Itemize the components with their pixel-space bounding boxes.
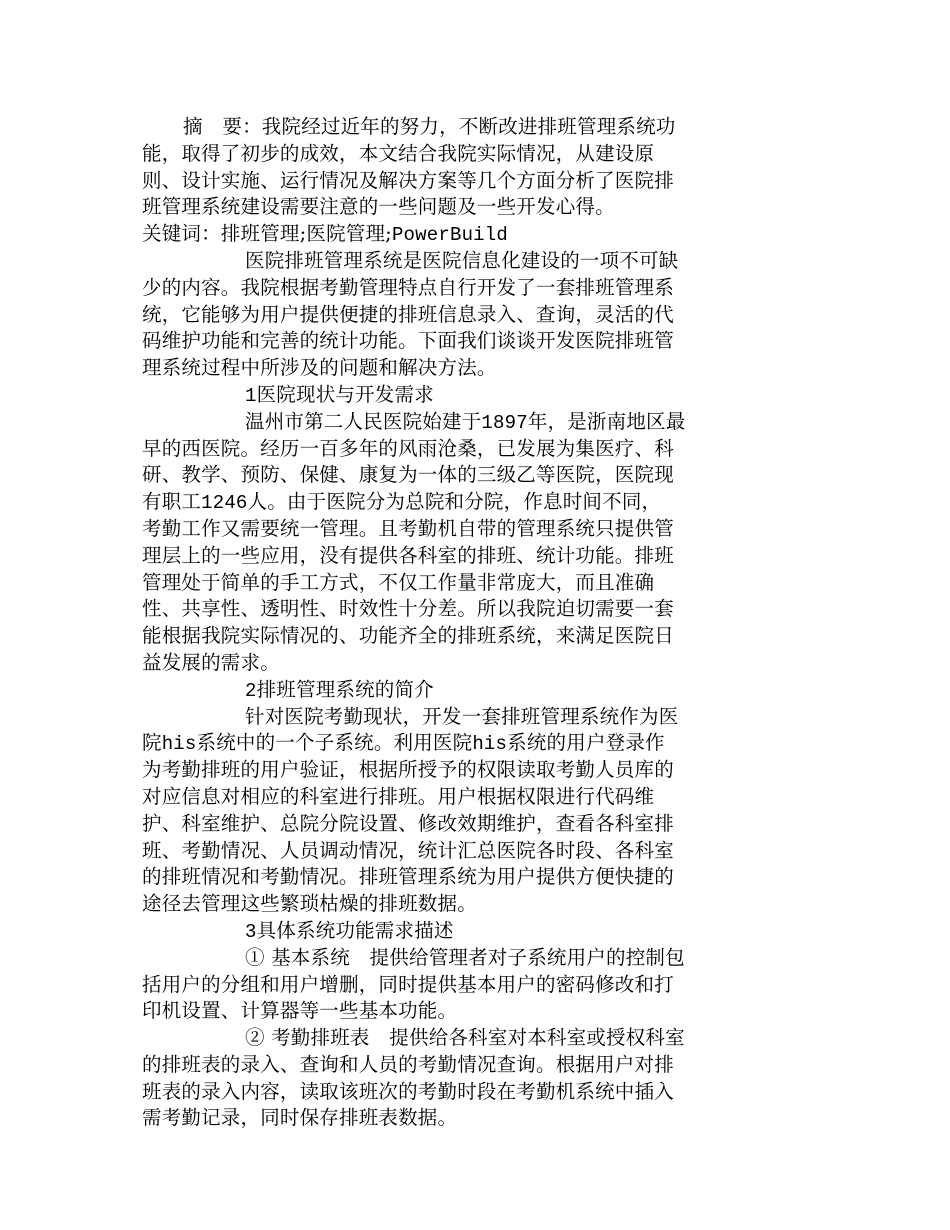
paragraph-line: 考勤工作又需要统一管理。且考勤机自带的管理系统只提供管 (142, 516, 674, 540)
abstract-line: 则、设计实施、运行情况及解决方案等几个方面分析了医院排 (142, 168, 674, 192)
item-marker: ② (245, 1026, 265, 1050)
keywords (142, 221, 742, 248)
section-number: 3 (245, 920, 257, 943)
section-3-item-2 (142, 1025, 742, 1132)
intro-paragraph (142, 248, 742, 382)
paragraph-line: 的排班情况和考勤情况。排班管理系统为用户提供方便快捷的 (142, 865, 674, 889)
paragraph-line: 印机设置、计算器等一些基本功能。 (142, 999, 458, 1023)
paragraph-line: 统，它能够为用户提供便捷的排班信息录入、查询，灵活的代 (142, 302, 674, 326)
abstract-line: 摘 要：我院经过近年的努力，不断改进排班管理系统功 (183, 115, 676, 138)
section-number: 2 (245, 679, 257, 702)
text-run: 年，是浙南地区最 (527, 409, 686, 433)
section-3-item-1 (142, 945, 742, 1025)
number-run: 1897 (481, 411, 528, 434)
text-run: 基本系统 提供给管理者对子系统用户的控制包 (271, 945, 685, 969)
paragraph-line: 班、考勤情况、人员调动情况，统计汇总医院各时段、各科室 (142, 838, 674, 862)
text-run: 院 (142, 731, 162, 755)
item-marker: ① (245, 945, 265, 969)
paragraph-line: 医院排班管理系统是医院信息化建设的一项不可缺 (245, 248, 679, 272)
text-run: 有职工 (142, 490, 202, 514)
section-title: 排班管理系统的简介 (256, 677, 434, 701)
abstract-line: 能，取得了初步的成效，本文结合我院实际情况，从建设原 (142, 141, 655, 165)
paragraph-line (142, 489, 742, 516)
paragraph-line: 对应信息对相应的科室进行排班。用户根据权限进行代码维 (142, 784, 655, 808)
paragraph-line (142, 730, 742, 757)
text-run: 考勤排班表 提供给各科室对本科室或授权科室 (271, 1026, 685, 1050)
paragraph-line (142, 945, 742, 972)
number-run: 1246 (201, 492, 248, 515)
paragraph-line: 能根据我院实际情况的、功能齐全的排班系统，来满足医院日 (142, 624, 674, 648)
keywords-label: 关键词：排班管理;医院管理; (142, 222, 392, 246)
paragraph-line: 括用户的分组和用户增删，同时提供基本用户的密码修改和打 (142, 972, 674, 996)
section-heading (142, 382, 742, 409)
section-heading (142, 918, 742, 945)
section-heading (142, 677, 742, 704)
code-run: his (472, 733, 508, 756)
section-1-paragraph (142, 409, 742, 677)
abstract (142, 114, 742, 221)
paragraph-line: 管理处于简单的手工方式，不仅工作量非常庞大，而且准确 (142, 570, 655, 594)
paragraph-line: 的排班表的录入、查询和人员的考勤情况查询。根据用户对排 (142, 1052, 674, 1076)
paragraph-line: 研、教学、预防、保健、康复为一体的三级乙等医院，医院现 (142, 463, 674, 487)
paragraph-line: 性、共享性、透明性、时效性十分差。所以我院迫切需要一套 (142, 597, 674, 621)
paragraph-line: 针对医院考勤现状，开发一套排班管理系统作为医 (245, 704, 679, 728)
text-run: 温州市第二人民医院始建于 (245, 409, 482, 433)
paragraph-line (142, 1025, 742, 1052)
abstract-line: 班管理系统建设需要注意的一些问题及一些开发心得。 (142, 195, 615, 219)
section-number: 1 (245, 384, 257, 407)
paragraph-line: 护、科室维护、总院分院设置、修改效期维护，查看各科室排 (142, 811, 674, 835)
section-title: 具体系统功能需求描述 (256, 918, 454, 942)
paragraph-line: 早的西医院。经历一百多年的风雨沧桑，已发展为集医疗、科 (142, 436, 674, 460)
section-title: 医院现状与开发需求 (256, 382, 434, 406)
paragraph-line: 益发展的需求。 (142, 650, 280, 674)
paragraph-line: 途径去管理这些繁琐枯燥的排班数据。 (142, 892, 477, 916)
paragraph-line: 需考勤记录，同时保存排班表数据。 (142, 1106, 458, 1130)
paragraph-line: 少的内容。我院根据考勤管理特点自行开发了一套排班管理系 (142, 275, 674, 299)
keywords-value: PowerBuild (391, 224, 508, 247)
text-run: 系统的用户登录作 (507, 731, 665, 755)
paragraph-line: 班表的录入内容，读取该班次的考勤时段在考勤机系统中插入 (142, 1079, 674, 1103)
code-run: his (161, 733, 197, 756)
paragraph-line: 理系统过程中所涉及的问题和解决方法。 (142, 356, 497, 380)
text-run: 人。由于医院分为总院和分院，作息时间不同， (247, 490, 662, 514)
text-run: 系统中的一个子系统。利用医院 (196, 731, 473, 755)
paragraph-line (142, 409, 742, 436)
section-2-paragraph (142, 704, 742, 918)
paragraph-line: 码维护功能和完善的统计功能。下面我们谈谈开发医院排班管 (142, 329, 674, 353)
paragraph-line: 为考勤排班的用户验证，根据所授予的权限读取考勤人员库的 (142, 758, 674, 782)
document-body (142, 114, 742, 1132)
paragraph-line: 理层上的一些应用，没有提供各科室的排班、统计功能。排班 (142, 543, 674, 567)
